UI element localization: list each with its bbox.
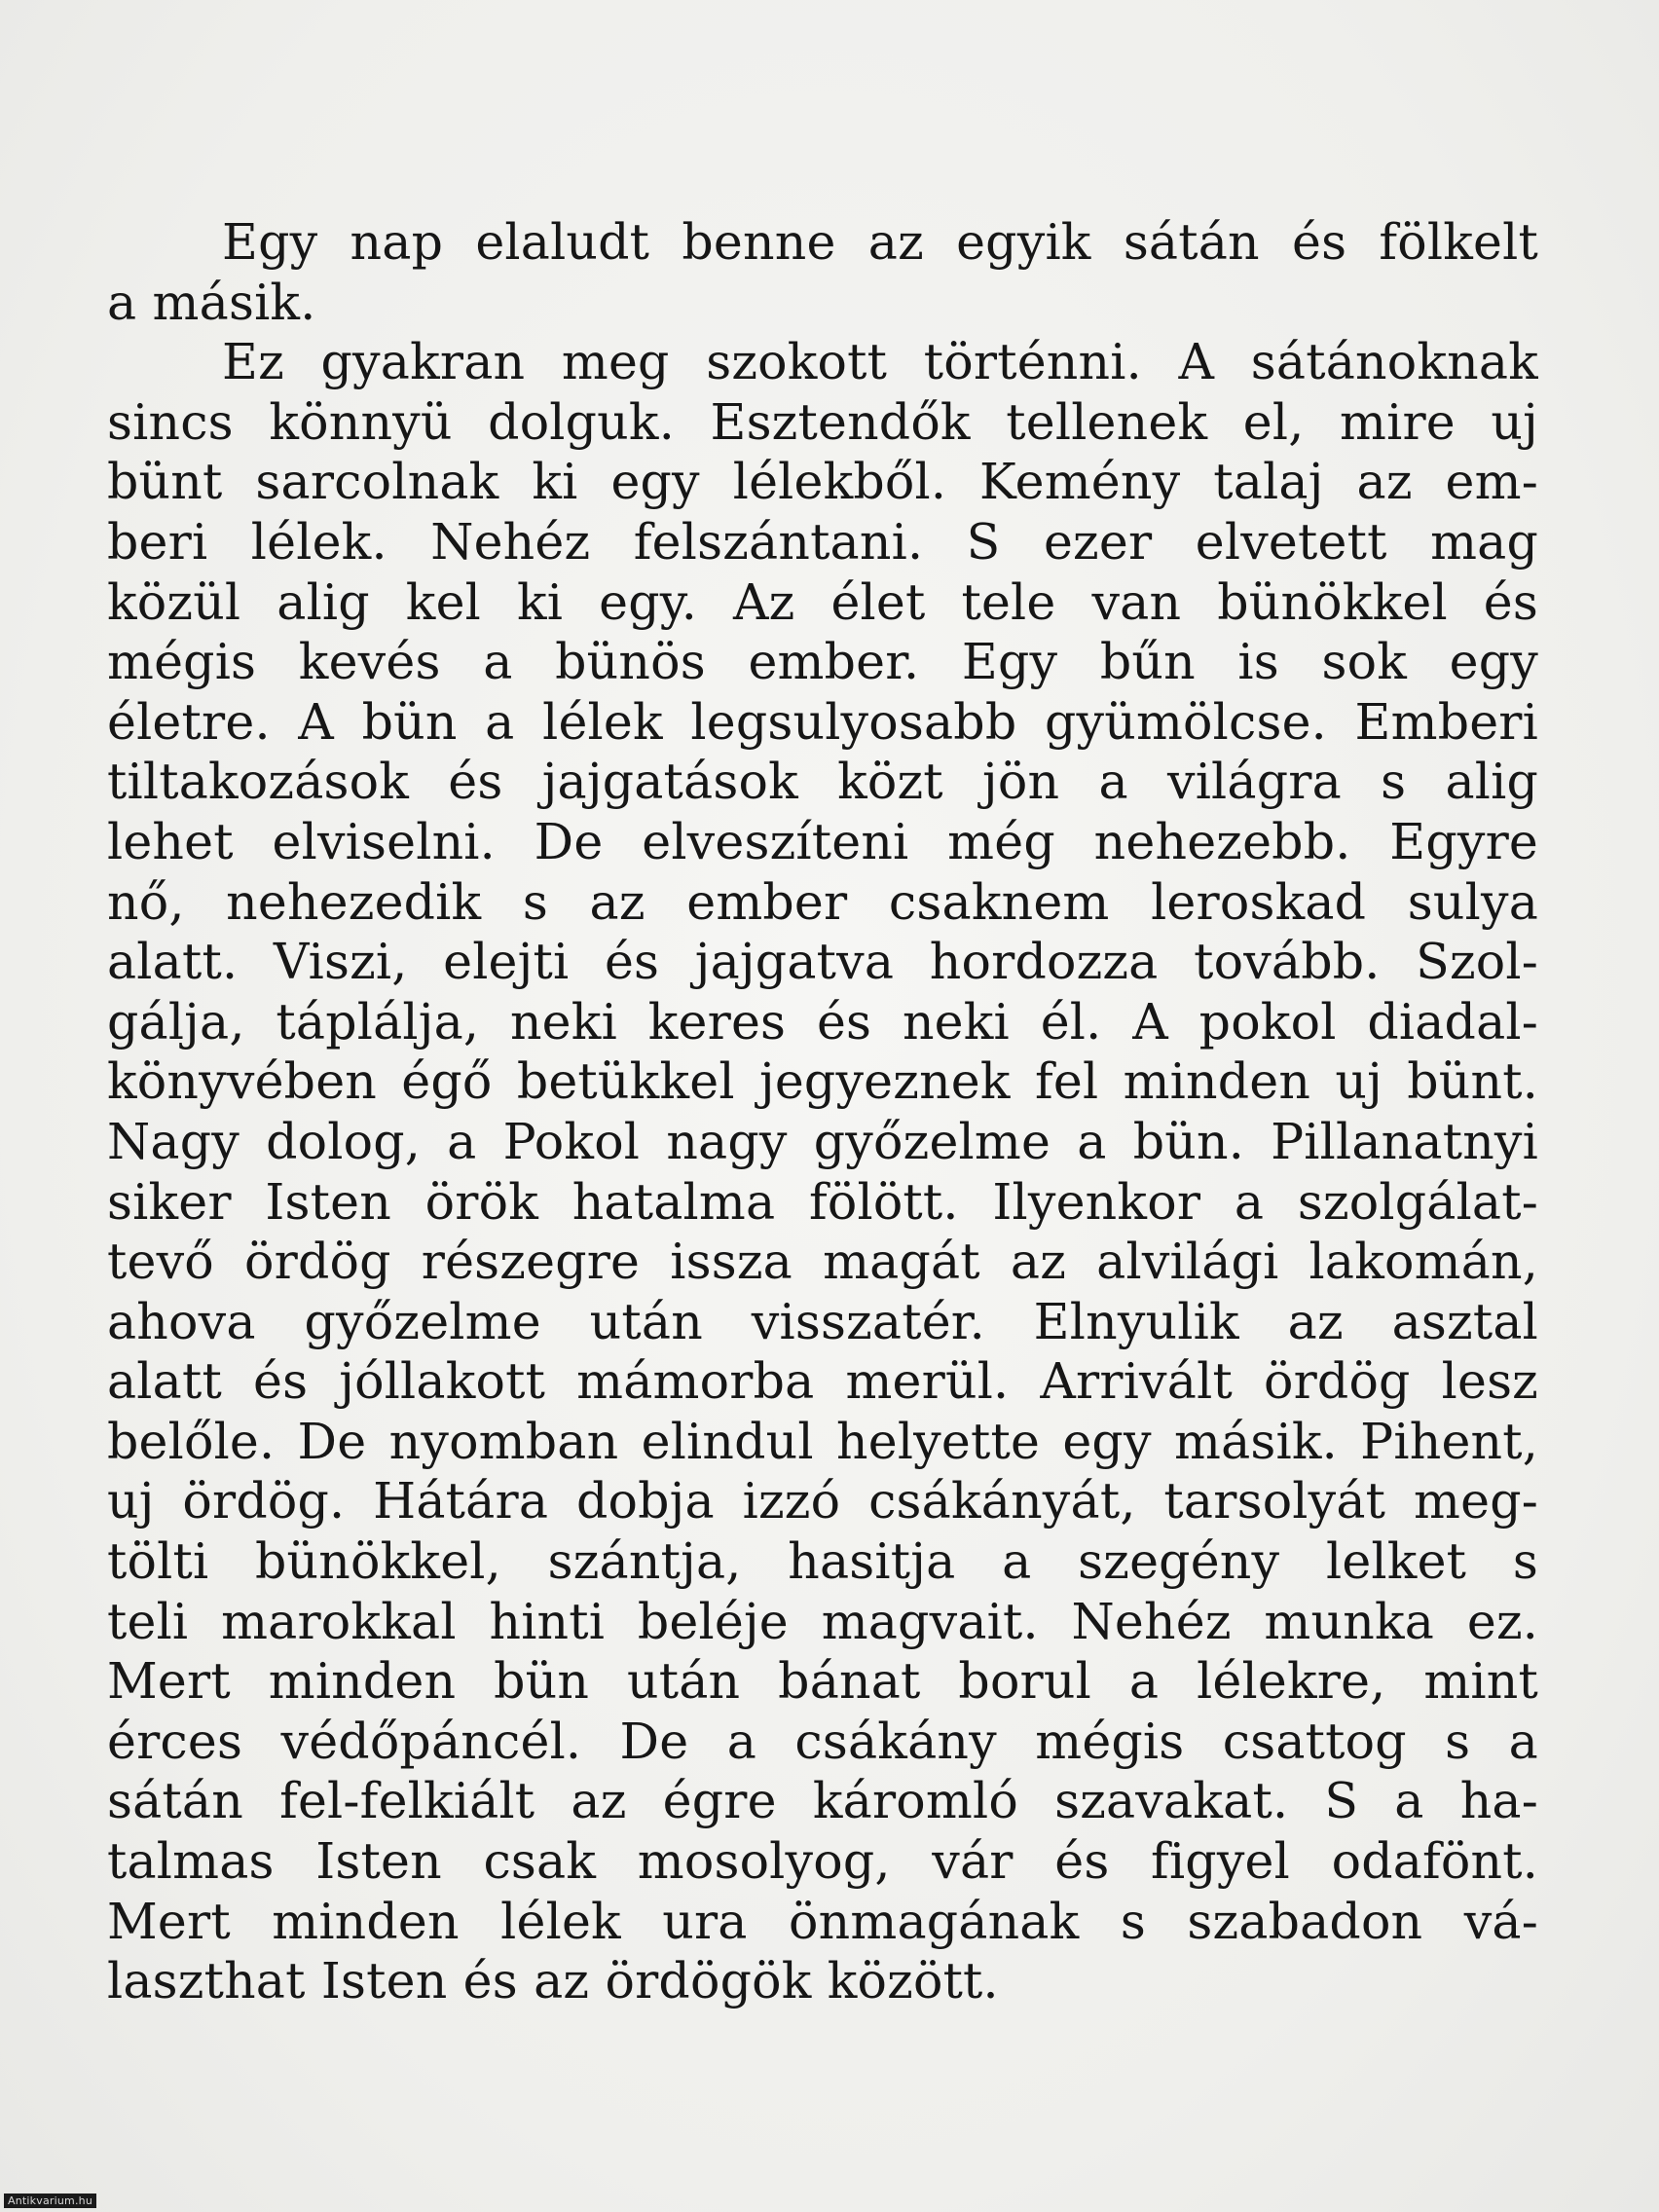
text-line: Mert minden lélek ura önmagának s szabadon vá- xyxy=(107,1892,1538,1950)
text-line: életre. A bün a lélek legsulyosabb gyümölcse. Emberi xyxy=(107,692,1538,751)
text-line: alatt. Viszi, elejti és jajgatva hordozza tovább. Szol- xyxy=(107,933,1538,991)
text-line: tiltakozások és jajgatások közt jön a világra s alig xyxy=(107,753,1538,811)
text-line: laszthat Isten és az ördögök között. xyxy=(107,1952,999,2010)
text-line: ahova győzelme után visszatér. Elnyulik az asztal xyxy=(107,1292,1538,1350)
text-line: tevő ördög részegre issza magát az alvilági lakomán, xyxy=(107,1233,1538,1291)
text-line: közül alig kel ki egy. Az élet tele van bünökkel és xyxy=(107,572,1538,631)
text-line: mégis kevés a bünös ember. Egy bűn is sok egy xyxy=(107,633,1538,691)
text-line: tölti bünökkel, szántja, hasitja a szegény lelket s xyxy=(107,1532,1538,1591)
text-line: Egy nap elaludt benne az egyik sátán és fölkelt xyxy=(222,213,1538,271)
text-line: Mert minden bün után bánat borul a lélekre, mint xyxy=(107,1652,1538,1711)
text-line: a másik. xyxy=(107,273,316,331)
text-line: belőle. De nyomban elindul helyette egy másik. Pihent, xyxy=(107,1412,1538,1470)
text-line: sincs könnyü dolguk. Esztendők tellenek el, mire uj xyxy=(107,392,1538,451)
text-line: bünt sarcolnak ki egy lélekből. Kemény talaj az em- xyxy=(107,453,1538,511)
text-line: sátán fel-felkiált az égre káromló szavakat. S a ha- xyxy=(107,1772,1538,1830)
text-line: gálja, táplálja, neki keres és neki él. A pokol diadal- xyxy=(107,992,1538,1051)
text-line: siker Isten örök hatalma fölött. Ilyenkor a szolgálat- xyxy=(107,1172,1538,1231)
text-line: érces védőpáncél. De a csákány mégis csattog s a xyxy=(107,1712,1538,1770)
text-line: alatt és jóllakott mámorba merül. Arrivált ördög lesz xyxy=(107,1352,1538,1411)
text-line: beri lélek. Nehéz felszántani. S ezer elvetett mag xyxy=(107,512,1538,571)
watermark: Antikvarium.hu xyxy=(4,2194,96,2208)
text-line: Ez gyakran meg szokott történni. A sátánoknak xyxy=(222,333,1538,391)
body-text xyxy=(107,212,1538,2011)
text-line: Nagy dolog, a Pokol nagy győzelme a bün. Pillanatnyi xyxy=(107,1112,1538,1170)
text-line: uj ördög. Hátára dobja izzó csákányát, tarsolyát meg- xyxy=(107,1472,1538,1530)
text-line: lehet elviselni. De elveszíteni még nehezebb. Egyre xyxy=(107,812,1538,870)
text-line: teli marokkal hinti beléje magvait. Nehéz munka ez. xyxy=(107,1592,1538,1650)
text-line: talmas Isten csak mosolyog, vár és figyel odafönt. xyxy=(107,1832,1538,1891)
text-line: nő, nehezedik s az ember csaknem leroskad sulya xyxy=(107,872,1538,931)
text-line: könyvében égő betükkel jegyeznek fel minden uj bünt. xyxy=(107,1052,1538,1111)
